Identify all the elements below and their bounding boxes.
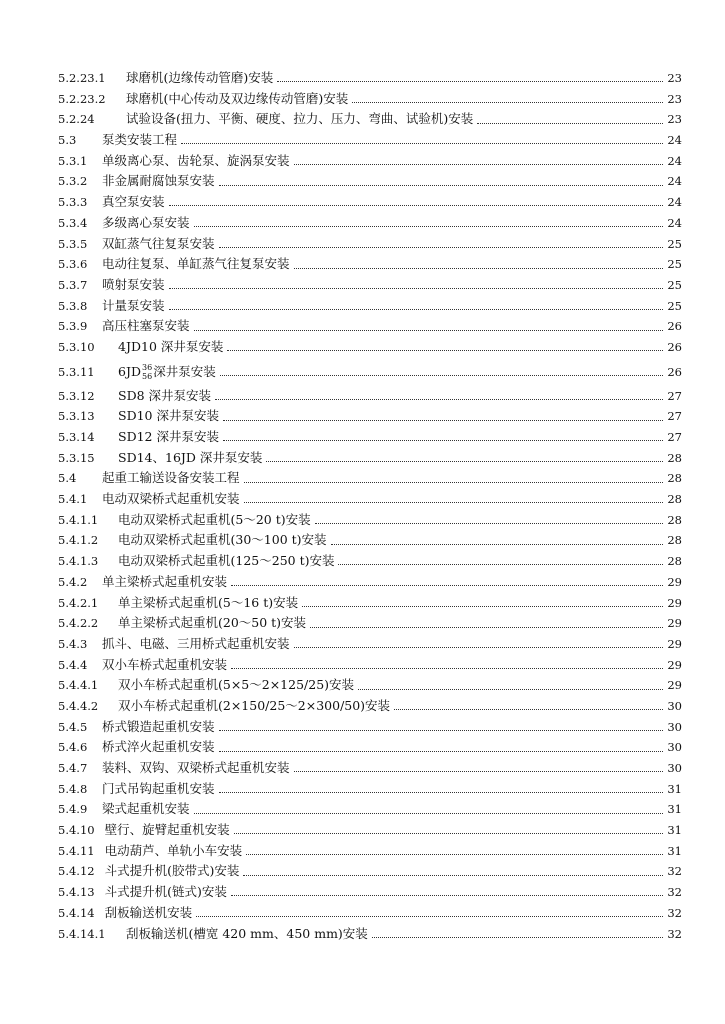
entry-title: 真空泵安装 (102, 194, 165, 210)
dot-leader (194, 225, 664, 227)
entry-number: 5.3.14 (58, 430, 95, 444)
entry-page: 29 (667, 678, 682, 693)
toc-entry (58, 634, 682, 655)
toc-entry (58, 696, 682, 717)
dot-leader (477, 122, 663, 124)
entry-page: 25 (667, 236, 682, 251)
toc-entry (58, 820, 682, 841)
entry-number: 5.3.9 (58, 319, 88, 334)
entry-title: 桥式淬火起重机安装 (102, 739, 215, 755)
entry-title: 电动双梁桥式起重机(5～20 t)安装 (118, 511, 311, 527)
entry-number: 5.3.6 (58, 257, 88, 272)
entry-number: 5.3.7 (58, 277, 88, 292)
toc-entry (58, 316, 682, 337)
dot-leader (169, 204, 664, 206)
entry-number: 5.4 (58, 471, 77, 486)
entry-title: 单主梁桥式起重机安装 (102, 573, 228, 589)
entry-number: 5.4.5 (58, 719, 88, 734)
entry-page: 30 (667, 761, 682, 775)
entry-number: 5.4.1.1 (58, 512, 99, 527)
toc-entry (58, 861, 682, 882)
entry-page: 27 (667, 388, 682, 403)
dot-leader (169, 308, 664, 310)
toc-entry (58, 799, 682, 820)
entry-page: 30 (667, 719, 682, 734)
entry-number: 5.2.23.1 (58, 71, 106, 85)
entry-title: SD8 深井泵安装 (118, 387, 212, 403)
entry-page: 30 (667, 698, 682, 713)
dot-leader (219, 791, 664, 793)
toc-entry (58, 572, 682, 593)
entry-page: 24 (667, 133, 682, 148)
entry-page: 25 (667, 277, 682, 292)
toc-entry (58, 151, 682, 172)
entry-title: 非金属耐腐蚀泵安装 (102, 173, 215, 189)
entry-title: 球磨机(中心传动及双边缘传动管磨)安装 (126, 90, 349, 106)
entry-page: 32 (667, 864, 682, 879)
dot-leader (294, 163, 664, 165)
dot-leader (372, 936, 664, 938)
dot-leader (196, 915, 663, 917)
dot-leader (234, 832, 664, 834)
entry-title: 电动葫芦、单轨小车安装 (104, 842, 243, 858)
toc-entry (58, 655, 682, 676)
toc-entry (58, 296, 682, 317)
dot-leader (310, 626, 663, 628)
entry-page: 28 (667, 492, 682, 507)
toc-entry (58, 903, 682, 924)
entry-title: 壁行、旋臂起重机安装 (104, 822, 230, 838)
entry-title: 电动往复泵、单缸蒸气往复泵安装 (102, 256, 290, 272)
dot-leader (231, 894, 664, 896)
entry-number: 5.4.6 (58, 740, 88, 755)
toc-entry (58, 192, 682, 213)
entry-number: 5.4.11 (58, 843, 95, 858)
toc-entry (58, 717, 682, 738)
entry-page: 24 (667, 215, 682, 230)
entry-number: 5.4.4 (58, 657, 88, 672)
entry-title: 装料、双钩、双梁桥式起重机安装 (102, 760, 290, 775)
toc-entry (58, 924, 682, 945)
entry-title: 泵类安装工程 (102, 132, 178, 148)
dot-leader (231, 584, 663, 586)
entry-page: 27 (667, 430, 682, 444)
dot-leader (302, 605, 663, 607)
entry-number: 5.3.3 (58, 195, 88, 210)
entry-number: 5.2.24 (58, 112, 95, 127)
toc-entry (58, 68, 682, 89)
toc-entry (58, 358, 682, 386)
entry-page: 28 (667, 554, 682, 569)
dot-leader (169, 287, 664, 289)
entry-title: 单级离心泵、齿轮泵、旋涡泵安装 (102, 152, 290, 168)
entry-page: 29 (667, 595, 682, 610)
dot-leader (231, 667, 663, 669)
dot-leader (219, 729, 664, 731)
entry-title: 梁式起重机安装 (102, 801, 190, 817)
entry-number: 5.3.8 (58, 298, 88, 313)
entry-title: 双缸蒸气往复泵安装 (102, 235, 215, 251)
entry-page: 23 (667, 112, 682, 127)
toc-entry (58, 779, 682, 800)
entry-page: 29 (667, 636, 682, 651)
entry-title: 斗式提升机(胶带式)安装 (104, 863, 240, 879)
entry-number: 5.3.15 (58, 450, 95, 465)
entry-title: 球磨机(边缘传动管磨)安装 (126, 70, 274, 85)
entry-number: 5.4.1.2 (58, 533, 99, 548)
entry-number: 5.4.7 (58, 761, 88, 775)
entry-number: 5.4.1.3 (58, 554, 99, 569)
title-suffix: 深井泵安装 (153, 363, 216, 379)
dot-leader (219, 246, 664, 248)
toc-entry (58, 406, 682, 427)
entry-page: 25 (667, 257, 682, 272)
dot-leader (294, 267, 664, 269)
entry-title: 门式吊钩起重机安装 (102, 780, 215, 796)
dot-leader (394, 708, 663, 710)
entry-page: 28 (667, 512, 682, 527)
dot-leader (220, 374, 664, 376)
dot-leader (315, 522, 664, 524)
entry-page: 31 (667, 802, 682, 817)
toc-entry (58, 551, 682, 572)
entry-title: 计量泵安装 (102, 297, 165, 313)
dot-leader (219, 750, 664, 752)
entry-title (118, 358, 216, 386)
toc-entry (58, 675, 682, 696)
dot-leader (227, 349, 663, 351)
entry-page: 30 (667, 740, 682, 755)
toc-entry (58, 254, 682, 275)
entry-number: 5.3.1 (58, 153, 88, 168)
dot-leader (277, 80, 663, 82)
entry-number: 5.3.10 (58, 339, 95, 354)
entry-number: 5.3.13 (58, 409, 95, 424)
entry-number: 5.4.14.1 (58, 926, 106, 941)
toc-entry (58, 489, 682, 510)
entry-page: 26 (667, 339, 682, 354)
entry-page: 26 (667, 364, 682, 379)
entry-number: 5.4.1 (58, 492, 88, 507)
entry-title: 双小车桥式起重机(5×5～2×125/25)安装 (118, 677, 355, 693)
toc-entry (58, 89, 682, 110)
entry-number: 5.4.12 (58, 864, 95, 879)
toc-entry (58, 234, 682, 255)
toc-entry (58, 841, 682, 862)
entry-page: 25 (667, 298, 682, 313)
entry-page: 29 (667, 657, 682, 672)
entry-title: 电动双梁桥式起重机(125～250 t)安装 (118, 553, 335, 569)
entry-title: 电动双梁桥式起重机安装 (102, 491, 240, 507)
entry-page: 26 (667, 319, 682, 334)
toc-entry (58, 510, 682, 531)
dot-leader (243, 874, 663, 876)
toc-entry (58, 468, 682, 489)
entry-title: 起重工输送设备安装工程 (102, 470, 240, 486)
entry-page: 32 (667, 926, 682, 941)
toc-entry (58, 448, 682, 469)
entry-page: 29 (667, 616, 682, 631)
entry-number: 5.3.11 (58, 364, 95, 379)
toc-entry (58, 758, 682, 779)
entry-page: 29 (667, 574, 682, 589)
entry-number: 5.2.23.2 (58, 91, 106, 106)
entry-number: 5.4.2 (58, 574, 88, 589)
title-prefix: 6JD (118, 363, 141, 379)
entry-page: 28 (667, 533, 682, 548)
dot-leader (331, 543, 664, 545)
dot-leader (223, 439, 663, 441)
entry-page: 32 (667, 885, 682, 900)
dot-leader (338, 563, 663, 565)
entry-number: 5.4.2.1 (58, 595, 99, 610)
entry-title: 刮板输送机(槽宽 420 mm、450 mm)安装 (126, 925, 368, 941)
toc-entry (58, 386, 682, 407)
entry-title: 喷射泵安装 (102, 276, 165, 292)
entry-title: SD14、16JD 深井泵安装 (118, 449, 263, 465)
entry-page: 24 (667, 153, 682, 168)
dot-leader (294, 646, 664, 648)
title-superscript: 36 (142, 363, 153, 373)
entry-number: 5.3.4 (58, 215, 88, 230)
toc-entry (58, 213, 682, 234)
entry-page: 23 (667, 71, 682, 85)
dot-leader (219, 184, 664, 186)
entry-page: 31 (667, 843, 682, 858)
entry-page: 27 (667, 409, 682, 424)
entry-page: 28 (667, 471, 682, 486)
title-subscript: 56 (142, 372, 153, 382)
dot-leader (244, 501, 664, 503)
toc-entry (58, 130, 682, 151)
entry-title: SD12 深井泵安装 (118, 429, 219, 444)
entry-number: 5.4.13 (58, 885, 95, 900)
toc-entry (58, 427, 682, 448)
entry-number: 5.4.9 (58, 802, 88, 817)
entry-number: 5.4.10 (58, 823, 95, 838)
dot-leader (194, 329, 664, 331)
entry-number: 5.4.4.1 (58, 678, 99, 693)
dot-leader (246, 853, 663, 855)
toc-entry (58, 530, 682, 551)
entry-page: 32 (667, 905, 682, 920)
entry-page: 31 (667, 781, 682, 796)
entry-title: 4JD10 深井泵安装 (118, 338, 224, 354)
dot-leader (244, 481, 664, 483)
entry-title: 抓斗、电磁、三用桥式起重机安装 (102, 635, 290, 651)
dot-leader (352, 101, 663, 103)
dot-leader (215, 398, 663, 400)
entry-title: 单主梁桥式起重机(20～50 t)安装 (118, 615, 307, 631)
entry-page: 23 (667, 91, 682, 106)
dot-leader (223, 419, 663, 421)
entry-title: 电动双梁桥式起重机(30～100 t)安装 (118, 532, 327, 548)
entry-title: 刮板输送机安装 (104, 904, 193, 920)
entry-number: 5.4.2.2 (58, 616, 99, 631)
entry-title: SD10 深井泵安装 (118, 408, 219, 424)
dot-leader (194, 812, 664, 814)
entry-title: 高压柱塞泵安装 (102, 318, 190, 334)
entry-number: 5.4.3 (58, 636, 88, 651)
entry-page: 28 (667, 450, 682, 465)
entry-title: 多级离心泵安装 (102, 214, 190, 230)
toc-entry (58, 275, 682, 296)
dot-leader (294, 770, 664, 772)
dot-leader (266, 460, 663, 462)
entry-number: 5.4.14 (58, 905, 95, 920)
toc-entry (58, 171, 682, 192)
table-of-contents (58, 68, 682, 944)
entry-number: 5.4.8 (58, 781, 88, 796)
toc-entry (58, 337, 682, 358)
entry-number: 5.4.4.2 (58, 698, 99, 713)
toc-entry (58, 737, 682, 758)
toc-entry (58, 613, 682, 634)
dot-leader (358, 688, 663, 690)
entry-number: 5.3 (58, 133, 77, 148)
entry-title: 斗式提升机(链式)安装 (104, 884, 227, 900)
entry-title: 双小车桥式起重机安装 (102, 656, 228, 672)
entry-page: 24 (667, 174, 682, 189)
toc-entry (58, 593, 682, 614)
entry-title: 试验设备(扭力、平衡、硬度、拉力、压力、弯曲、试验机)安装 (126, 111, 474, 127)
dot-leader (181, 142, 663, 144)
entry-page: 31 (667, 823, 682, 838)
entry-title: 双小车桥式起重机(2×150/25～2×300/50)安装 (118, 697, 391, 713)
entry-number: 5.3.5 (58, 236, 88, 251)
entry-page: 24 (667, 195, 682, 210)
entry-number: 5.3.12 (58, 388, 95, 403)
toc-entry (58, 882, 682, 903)
entry-title: 桥式锻造起重机安装 (102, 718, 215, 734)
entry-number: 5.3.2 (58, 174, 88, 189)
toc-entry (58, 109, 682, 130)
entry-title: 单主梁桥式起重机(5～16 t)安装 (118, 594, 299, 610)
